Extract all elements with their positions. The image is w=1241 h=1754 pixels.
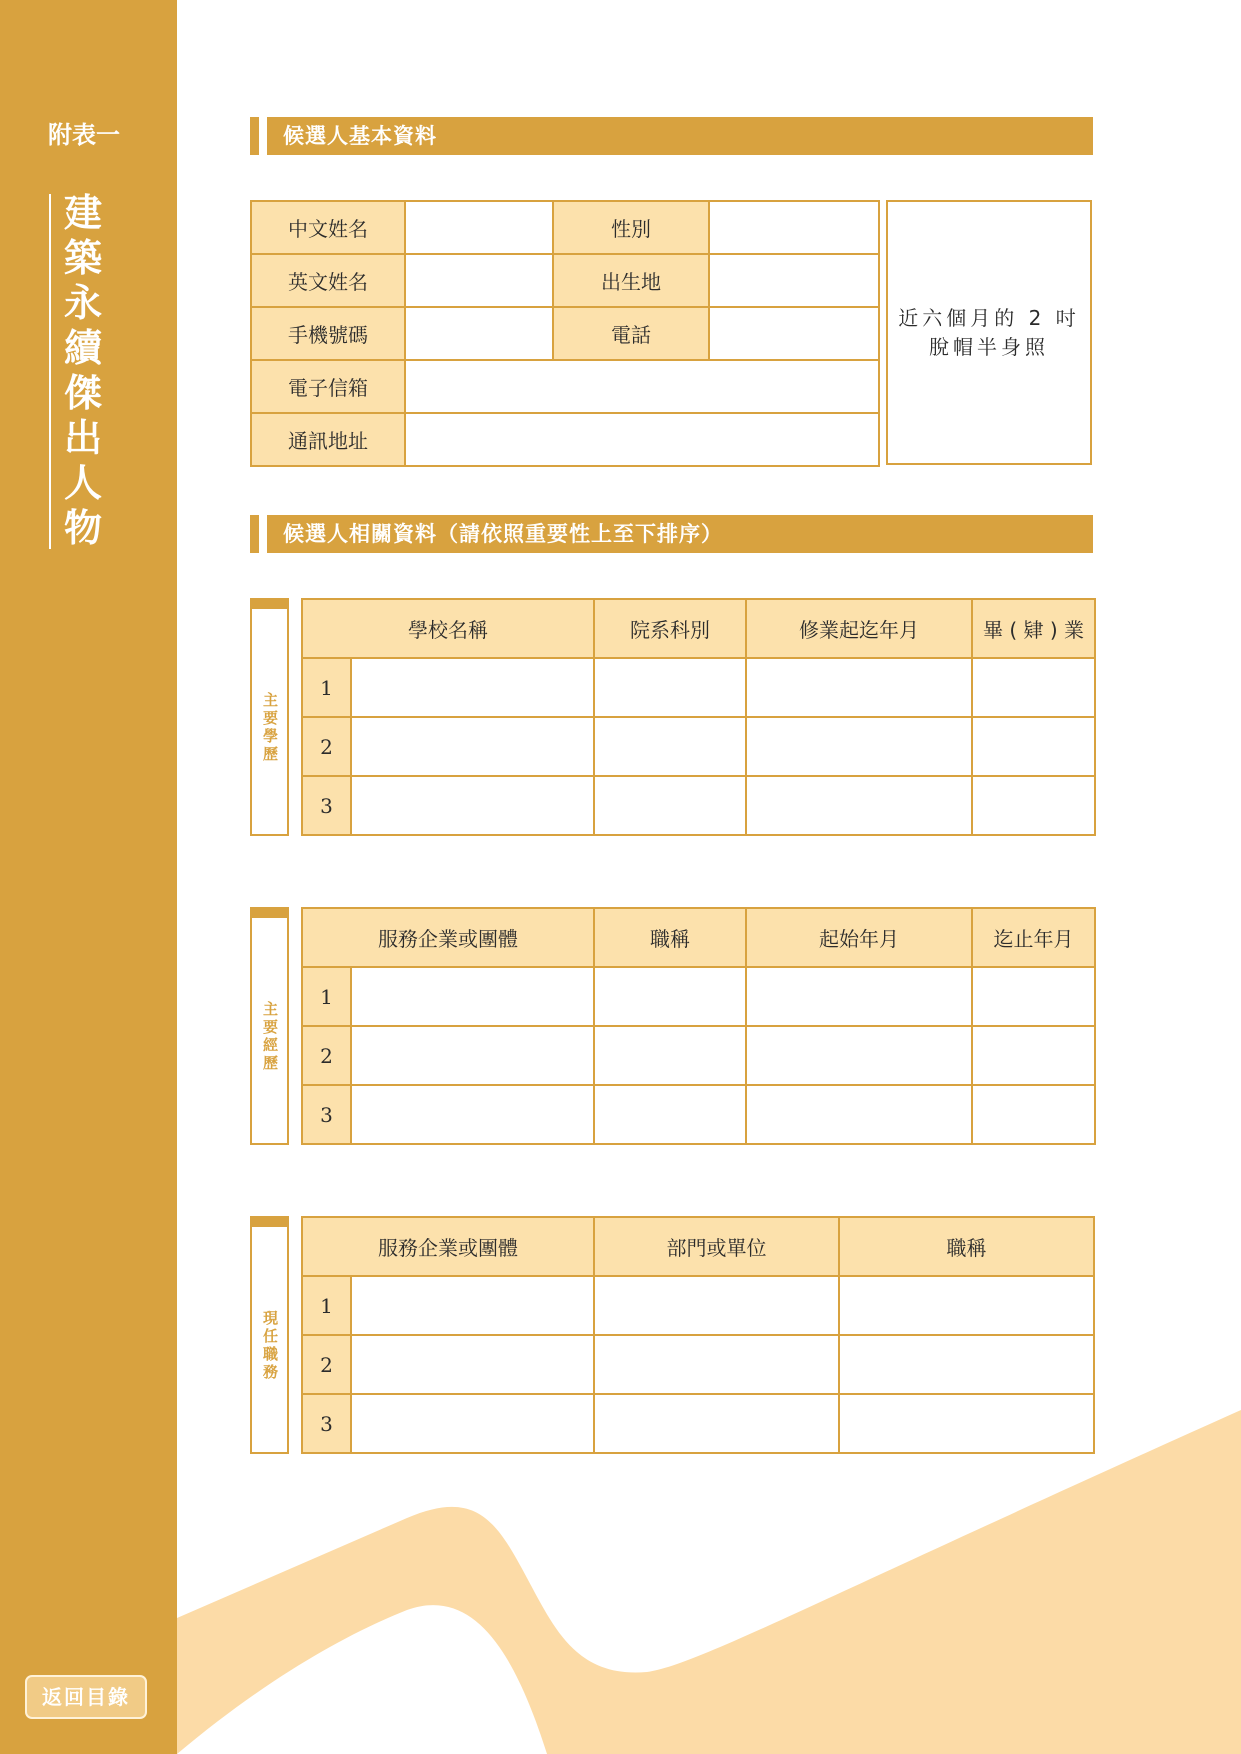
education-table [301,598,1096,836]
education-label: 主要學歷 [263,691,279,763]
table-row [302,1085,1095,1144]
experience-label: 主要經歷 [263,1000,279,1072]
email-label: 電子信箱 [251,360,405,413]
annex-label: 附表一 [48,120,120,149]
email-field[interactable] [405,360,879,413]
header-department-unit: 部門或單位 [594,1217,839,1276]
phone-label: 電話 [553,307,709,360]
section-marker [250,117,259,155]
chinese-name-label: 中文姓名 [251,201,405,254]
row-number: 1 [302,658,351,717]
photo-instruction-line1: 近六個月的 2 吋 [898,305,1080,330]
row-number: 2 [302,717,351,776]
header-school-name: 學校名稱 [302,599,594,658]
address-label: 通訊地址 [251,413,405,466]
table-row [302,1335,1094,1394]
sidebar-divider [49,194,51,549]
current-position-side-label [250,1216,289,1454]
row-number: 3 [302,1394,351,1453]
start-date-cell[interactable] [746,1026,972,1085]
row-number: 2 [302,1335,351,1394]
study-period-cell[interactable] [746,717,972,776]
start-date-cell[interactable] [746,1085,972,1144]
study-period-cell[interactable] [746,776,972,835]
study-period-cell[interactable] [746,658,972,717]
department-unit-cell[interactable] [594,1335,839,1394]
organization-cell[interactable] [351,1085,594,1144]
graduation-status-cell[interactable] [972,717,1095,776]
row-number: 1 [302,967,351,1026]
section-basic-info-title: 候選人基本資料 [267,117,1093,155]
row-number: 3 [302,776,351,835]
department-cell[interactable] [594,776,746,835]
job-title-cell[interactable] [594,1085,746,1144]
basic-info-table [250,200,880,467]
end-date-cell[interactable] [972,967,1095,1026]
table-row [302,1026,1095,1085]
birthplace-label: 出生地 [553,254,709,307]
end-date-cell[interactable] [972,1085,1095,1144]
header-start-date: 起始年月 [746,908,972,967]
department-unit-cell[interactable] [594,1394,839,1453]
start-date-cell[interactable] [746,967,972,1026]
department-cell[interactable] [594,658,746,717]
header-department: 院系科別 [594,599,746,658]
gender-label: 性別 [553,201,709,254]
header-study-period: 修業起迄年月 [746,599,972,658]
graduation-status-cell[interactable] [972,776,1095,835]
sidebar [0,0,177,1754]
organization-cell[interactable] [351,1335,594,1394]
header-organization: 服務企業或團體 [302,908,594,967]
current-position-table [301,1216,1095,1454]
document-title: 建築永續傑出人物 [63,190,102,550]
row-number: 2 [302,1026,351,1085]
section-basic-info-header [250,117,1093,155]
birthplace-field[interactable] [709,254,879,307]
gender-field[interactable] [709,201,879,254]
table-row [302,717,1095,776]
mobile-field[interactable] [405,307,553,360]
organization-cell[interactable] [351,967,594,1026]
organization-cell[interactable] [351,1394,594,1453]
chinese-name-field[interactable] [405,201,553,254]
job-title-cell[interactable] [839,1276,1094,1335]
row-number: 1 [302,1276,351,1335]
table-row [302,776,1095,835]
job-title-cell[interactable] [594,967,746,1026]
table-row [302,967,1095,1026]
section-related-info-header [250,515,1093,553]
organization-cell[interactable] [351,1026,594,1085]
english-name-field[interactable] [405,254,553,307]
section-marker [250,515,259,553]
school-name-cell[interactable] [351,717,594,776]
photo-box[interactable] [886,200,1092,465]
table-row [302,1276,1094,1335]
school-name-cell[interactable] [351,776,594,835]
job-title-cell[interactable] [839,1394,1094,1453]
back-to-contents-button[interactable]: 返回目錄 [25,1675,147,1719]
photo-instruction-line2: 脫帽半身照 [929,334,1049,359]
school-name-cell[interactable] [351,658,594,717]
header-organization: 服務企業或團體 [302,1217,594,1276]
header-job-title: 職稱 [594,908,746,967]
header-graduation-status: 畢 ( 肄 ) 業 [972,599,1095,658]
header-job-title: 職稱 [839,1217,1094,1276]
phone-field[interactable] [709,307,879,360]
organization-cell[interactable] [351,1276,594,1335]
job-title-cell[interactable] [839,1335,1094,1394]
address-field[interactable] [405,413,879,466]
department-cell[interactable] [594,717,746,776]
experience-table [301,907,1096,1145]
experience-side-label [250,907,289,1145]
row-number: 3 [302,1085,351,1144]
end-date-cell[interactable] [972,1026,1095,1085]
job-title-cell[interactable] [594,1026,746,1085]
header-end-date: 迄止年月 [972,908,1095,967]
education-side-label [250,598,289,836]
table-row [302,658,1095,717]
section-related-info-title: 候選人相關資料（請依照重要性上至下排序） [267,515,1093,553]
mobile-label: 手機號碼 [251,307,405,360]
decorative-wave [177,1410,1241,1754]
graduation-status-cell[interactable] [972,658,1095,717]
current-position-label: 現任職務 [263,1309,279,1381]
table-row [302,1394,1094,1453]
english-name-label: 英文姓名 [251,254,405,307]
department-unit-cell[interactable] [594,1276,839,1335]
